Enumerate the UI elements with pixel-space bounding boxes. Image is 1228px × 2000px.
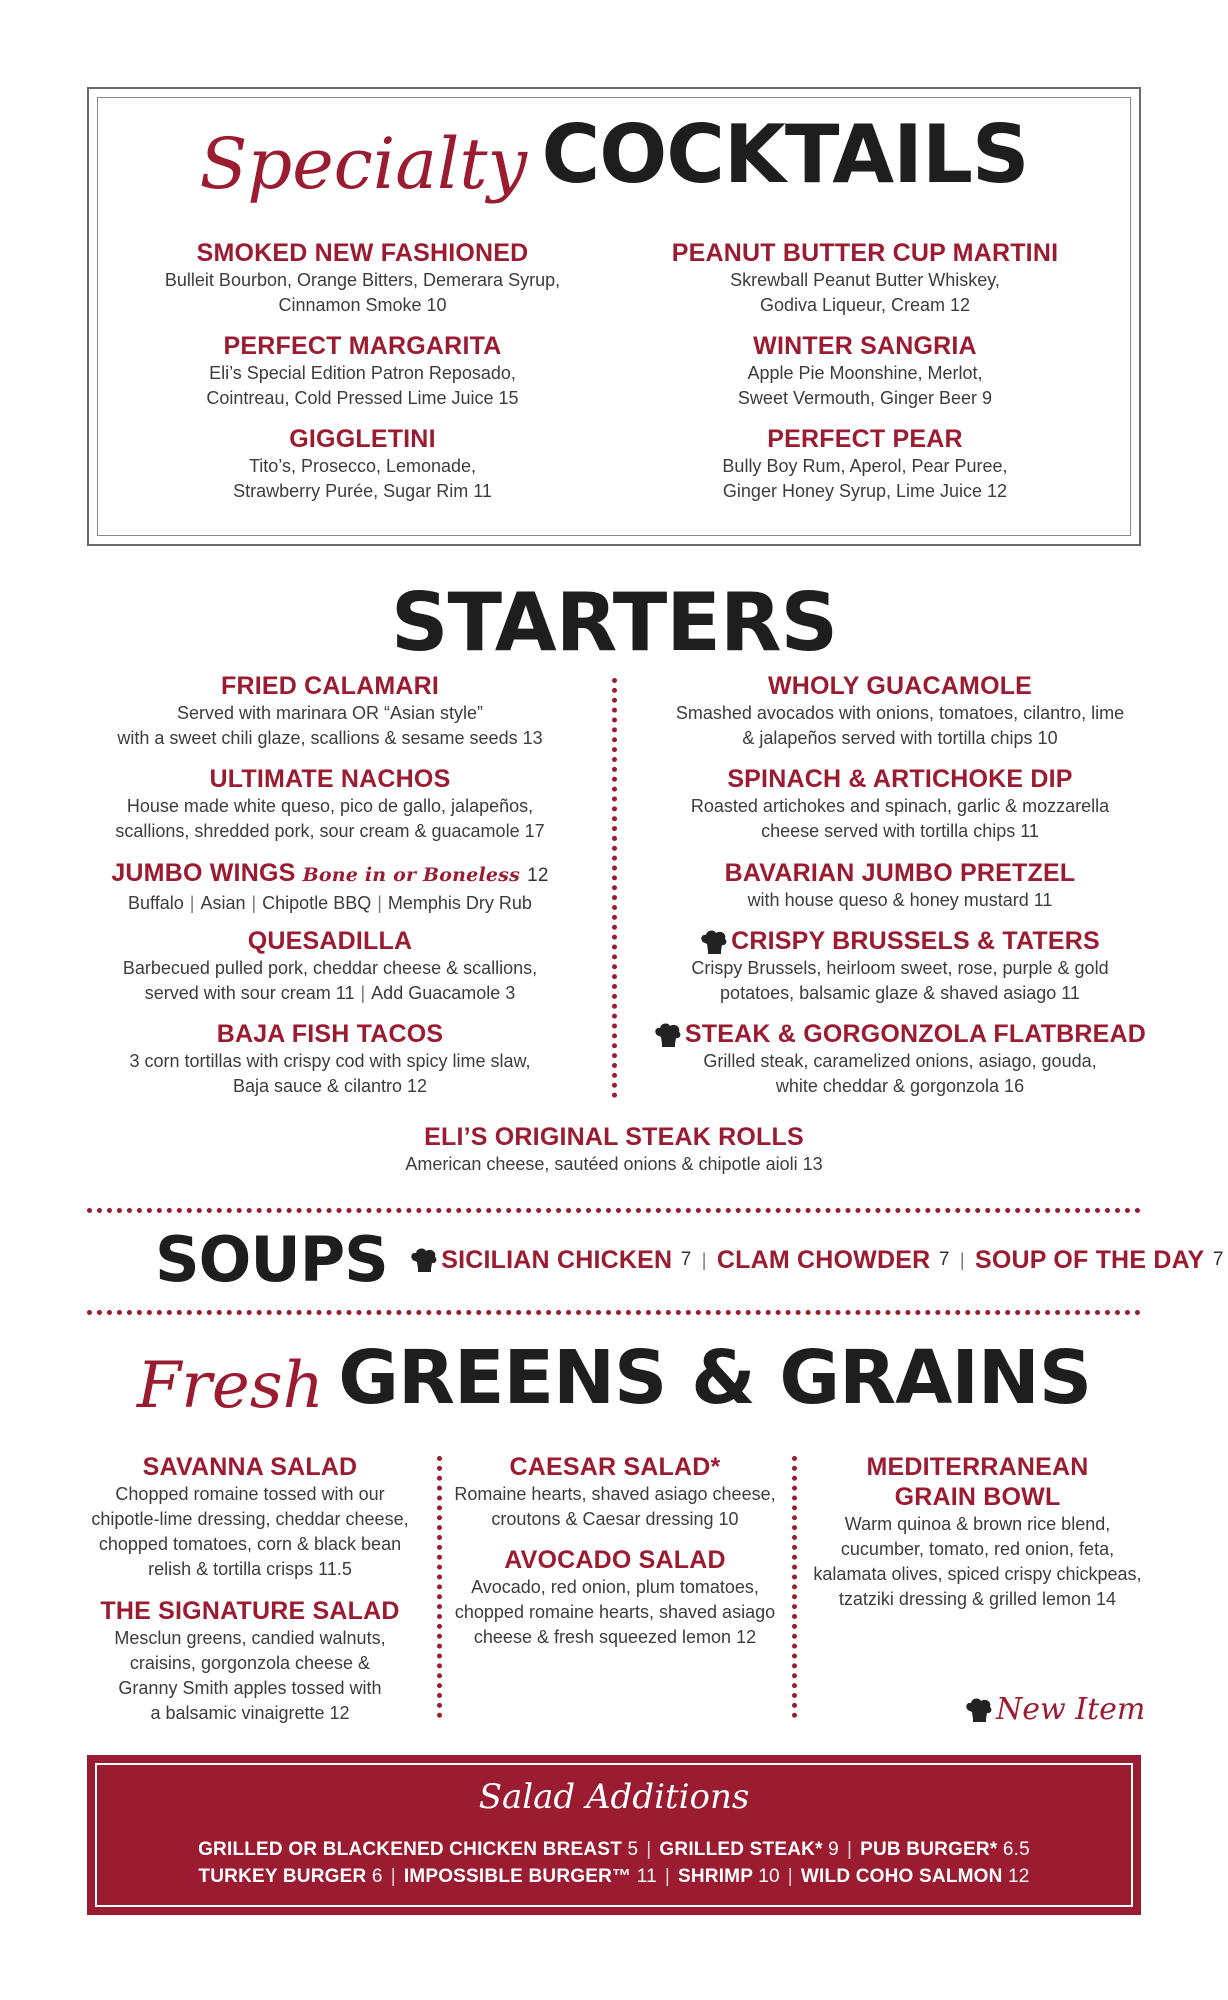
starter-item [100, 858, 560, 916]
salad-name: THE SIGNATURE SALAD [100, 1597, 400, 1625]
greens-title-bold: GREENS & GRAINS [338, 1335, 1092, 1421]
starter-desc: Crispy Brussels, heirloom sweet, rose, purple & gold [691, 958, 1109, 978]
salad-desc: Warm quinoa & brown rice blend, [844, 1514, 1111, 1534]
salad-desc: chopped tomatoes, corn & black bean [98, 1534, 402, 1554]
addition-name: SHRIMP [677, 1866, 753, 1887]
salad-desc: chopped romaine hearts, shaved asiago [454, 1602, 776, 1622]
starter-desc: American cheese, sautéed onions & chipotle aioli 13 [405, 1154, 823, 1174]
starter-item [650, 1019, 1150, 1099]
cocktail-item [640, 238, 1090, 318]
cocktail-name: PERFECT PEAR [767, 425, 963, 453]
starter-desc: Served with marinara OR “Asian style” [176, 703, 484, 723]
cocktail-desc: Godiva Liqueur, Cream 12 [759, 295, 971, 315]
salad-item [810, 1452, 1145, 1612]
cocktail-desc: Cinnamon Smoke 10 [278, 295, 447, 315]
salad-additions-row-2: TURKEY BURGER 6 | IMPOSSIBLE BURGER™ 11 | SHRIMP 10 | WILD COHO SALMON 12 [198, 1866, 1030, 1887]
starter-desc: with a sweet chili glaze, scallions & sesame seeds 13 [117, 728, 543, 748]
wing-options: Buffalo | Asian | Chipotle BBQ | Memphis Dry Rub [128, 893, 532, 913]
cocktails-heading [87, 108, 1141, 218]
starter-item [110, 671, 550, 751]
salad-name: SAVANNA SALAD [142, 1453, 358, 1481]
salad-desc: Chopped romaine tossed with our [115, 1484, 385, 1504]
starters-divider [612, 678, 617, 1098]
salad-desc: Mesclun greens, candied walnuts, [114, 1628, 386, 1648]
starter-name: FRIED CALAMARI [220, 672, 440, 700]
starter-addon: Add Guacamole 3 [371, 983, 516, 1003]
cocktail-desc: Cointreau, Cold Pressed Lime Juice 15 [206, 388, 519, 408]
starter-desc: white cheddar & gorgonzola 16 [775, 1076, 1025, 1096]
starter-name: QUESADILLA [247, 927, 413, 955]
starter-desc: served with sour cream 11 [144, 983, 355, 1003]
starter-price: 12 [527, 865, 549, 886]
chef-hat-icon [410, 1247, 438, 1273]
cocktail-name: PEANUT BUTTER CUP MARTINI [671, 239, 1059, 267]
wing-option: Chipotle BBQ [262, 893, 372, 913]
soup-separator: | [959, 1249, 965, 1270]
starter-desc: & jalapeños served with tortilla chips 10 [742, 728, 1058, 748]
starter-name: CRISPY BRUSSELS & TATERS [731, 927, 1100, 955]
salad-name: AVOCADO SALAD [504, 1546, 726, 1574]
starter-desc: House made white queso, pico de gallo, jalapeños, [126, 796, 534, 816]
salad-desc: Avocado, red onion, plum tomatoes, [471, 1577, 759, 1597]
cocktail-desc: Skrewball Peanut Butter Whiskey, [730, 270, 1000, 290]
cocktail-desc: Bulleit Bourbon, Orange Bitters, Demerara Syrup, [164, 270, 561, 290]
soup-name: CLAM CHOWDER [716, 1246, 931, 1274]
greens-divider-left [437, 1456, 442, 1718]
salad-desc: tzatziki dressing & grilled lemon 14 [838, 1589, 1117, 1609]
starter-name: BAVARIAN JUMBO PRETZEL [724, 859, 1076, 887]
starter-name: SPINACH & ARTICHOKE DIP [727, 765, 1073, 793]
addition-price: 6 [371, 1866, 383, 1887]
cocktail-item [140, 424, 585, 504]
addition-price: 10 [758, 1866, 780, 1887]
salad-desc: Romaine hearts, shaved asiago cheese, [454, 1484, 776, 1504]
cocktail-item [640, 424, 1090, 504]
cocktail-name: PERFECT MARGARITA [223, 332, 502, 360]
soup-name: SOUP OF THE DAY [974, 1246, 1205, 1274]
soup-price: 7 [680, 1249, 692, 1270]
starter-name: ELI’S ORIGINAL STEAK ROLLS [424, 1123, 804, 1151]
starter-name: JUMBO WINGS [111, 859, 296, 887]
salad-item [450, 1452, 780, 1532]
starter-desc: cheese served with tortilla chips 11 [761, 821, 1039, 841]
soup-price: 7 [1212, 1249, 1224, 1270]
starter-desc: Smashed avocados with onions, tomatoes, cilantro, lime [675, 703, 1125, 723]
addition-price: 6.5 [1002, 1839, 1030, 1860]
starter-desc: 3 corn tortillas with crispy cod with spicy lime slaw, [129, 1051, 531, 1071]
salad-additions-title: Salad Additions [478, 1777, 750, 1817]
cocktail-desc: Apple Pie Moonshine, Merlot, [747, 363, 983, 383]
salad-desc: a balsamic vinaigrette 12 [150, 1703, 350, 1723]
starter-name: ULTIMATE NACHOS [209, 765, 451, 793]
salad-name: MEDITERRANEAN [866, 1453, 1089, 1481]
starter-item [660, 858, 1140, 913]
addition-name: PUB BURGER* [860, 1839, 998, 1860]
starter-item [110, 1019, 550, 1099]
starter-desc: Barbecued pulled pork, cheddar cheese & scallions, [122, 958, 538, 978]
chef-hat-icon [654, 1022, 682, 1048]
salad-desc: relish & tortilla crisps 11.5 [148, 1559, 352, 1579]
cocktail-name: SMOKED NEW FASHIONED [196, 239, 529, 267]
new-item-label: New Item [996, 1692, 1146, 1727]
starter-item [660, 764, 1140, 844]
wing-option: Asian [200, 893, 246, 913]
addition-name: GRILLED OR BLACKENED CHICKEN BREAST [198, 1839, 623, 1860]
greens-title-script: Fresh [136, 1349, 324, 1423]
cocktail-desc: Bully Boy Rum, Aperol, Pear Puree, [722, 456, 1008, 476]
cocktail-desc: Strawberry Purée, Sugar Rim 11 [233, 481, 492, 501]
cocktail-desc: Ginger Honey Syrup, Lime Juice 12 [722, 481, 1008, 501]
cocktail-item [140, 331, 585, 411]
starter-item [660, 671, 1140, 751]
starter-desc: Baja sauce & cilantro 12 [232, 1076, 428, 1096]
salad-desc: cheese & fresh squeezed lemon 12 [473, 1627, 757, 1647]
salad-item [85, 1452, 415, 1582]
addition-name: TURKEY BURGER [198, 1866, 367, 1887]
cocktail-desc: Tito’s, Prosecco, Lemonade, [248, 456, 477, 476]
starter-desc: Roasted artichokes and spinach, garlic & mozzarella [690, 796, 1110, 816]
chef-hat-icon [700, 929, 728, 955]
soup-price: 7 [938, 1249, 950, 1270]
starter-desc: with house queso & honey mustard 11 [747, 890, 1053, 910]
soups-divider-bottom [87, 1310, 1141, 1315]
chef-hat-icon [965, 1697, 993, 1723]
starter-item [660, 926, 1140, 1006]
starter-item [314, 1122, 914, 1177]
cocktail-desc: Sweet Vermouth, Ginger Beer 9 [737, 388, 993, 408]
soups-divider-top [87, 1208, 1141, 1213]
starter-desc-row: served with sour cream 11 | Add Guacamole 3 [144, 983, 516, 1003]
wing-option: Buffalo [128, 893, 184, 913]
salad-desc: kalamata olives, spiced crispy chickpeas, [813, 1564, 1142, 1584]
salad-desc: croutons & Caesar dressing 10 [491, 1509, 739, 1529]
cocktail-item [640, 331, 1090, 411]
cocktail-name: GIGGLETINI [289, 425, 436, 453]
new-item-legend [965, 1692, 1145, 1732]
soup-name: SICILIAN CHICKEN [441, 1246, 673, 1274]
starter-name-row [660, 926, 1140, 956]
starter-name-script: Bone in or Boneless [302, 864, 520, 886]
salad-desc: cucumber, tomato, red onion, feta, [840, 1539, 1115, 1559]
salad-desc: Granny Smith apples tossed with [118, 1678, 382, 1698]
salad-name: CAESAR SALAD* [509, 1453, 721, 1481]
soup-separator: | [701, 1249, 707, 1270]
cocktail-desc: Eli’s Special Edition Patron Reposado, [209, 363, 516, 383]
soups-title: SOUPS [155, 1223, 388, 1296]
addition-price: 5 [627, 1839, 639, 1860]
starter-item [110, 764, 550, 844]
salad-additions-box [87, 1755, 1141, 1915]
addition-name: GRILLED STEAK* [659, 1839, 823, 1860]
addition-name: WILD COHO SALMON [800, 1866, 1003, 1887]
salad-desc: craisins, gorgonzola cheese & [129, 1653, 371, 1673]
cocktails-title-script: Specialty [199, 123, 528, 205]
starter-name-row [650, 1019, 1150, 1049]
cocktail-name: WINTER SANGRIA [753, 332, 977, 360]
salad-item [85, 1596, 415, 1726]
starter-desc: potatoes, balsamic glaze & shaved asiago 11 [720, 983, 1080, 1003]
starters-title: STARTERS [390, 576, 838, 669]
starter-name: BAJA FISH TACOS [216, 1020, 444, 1048]
greens-heading [0, 1335, 1228, 1435]
addition-price: 12 [1008, 1866, 1030, 1887]
starter-desc: Grilled steak, caramelized onions, asiago, gouda, [703, 1051, 1097, 1071]
starter-name: STEAK & GORGONZOLA FLATBREAD [684, 1020, 1147, 1048]
starter-desc: scallions, shredded pork, sour cream & guacamole 17 [115, 821, 545, 841]
salad-item [450, 1545, 780, 1650]
starter-name: WHOLY GUACAMOLE [767, 672, 1033, 700]
addition-price: 9 [828, 1839, 839, 1860]
soups-row [155, 1223, 1224, 1296]
wing-option: Memphis Dry Rub [387, 893, 532, 913]
salad-desc: chipotle-lime dressing, cheddar cheese, [91, 1509, 409, 1529]
addition-price: 11 [636, 1866, 657, 1887]
salad-additions-row-1: GRILLED OR BLACKENED CHICKEN BREAST 5 | GRILLED STEAK* 9 | PUB BURGER* 6.5 [198, 1839, 1030, 1860]
salad-name: GRAIN BOWL [894, 1483, 1061, 1511]
starter-name-row [100, 858, 560, 891]
starter-item [110, 926, 550, 1006]
cocktail-item [140, 238, 585, 318]
greens-divider-right [792, 1456, 797, 1718]
addition-name: IMPOSSIBLE BURGER™ [403, 1866, 632, 1887]
cocktails-title-bold: COCKTAILS [541, 108, 1029, 201]
